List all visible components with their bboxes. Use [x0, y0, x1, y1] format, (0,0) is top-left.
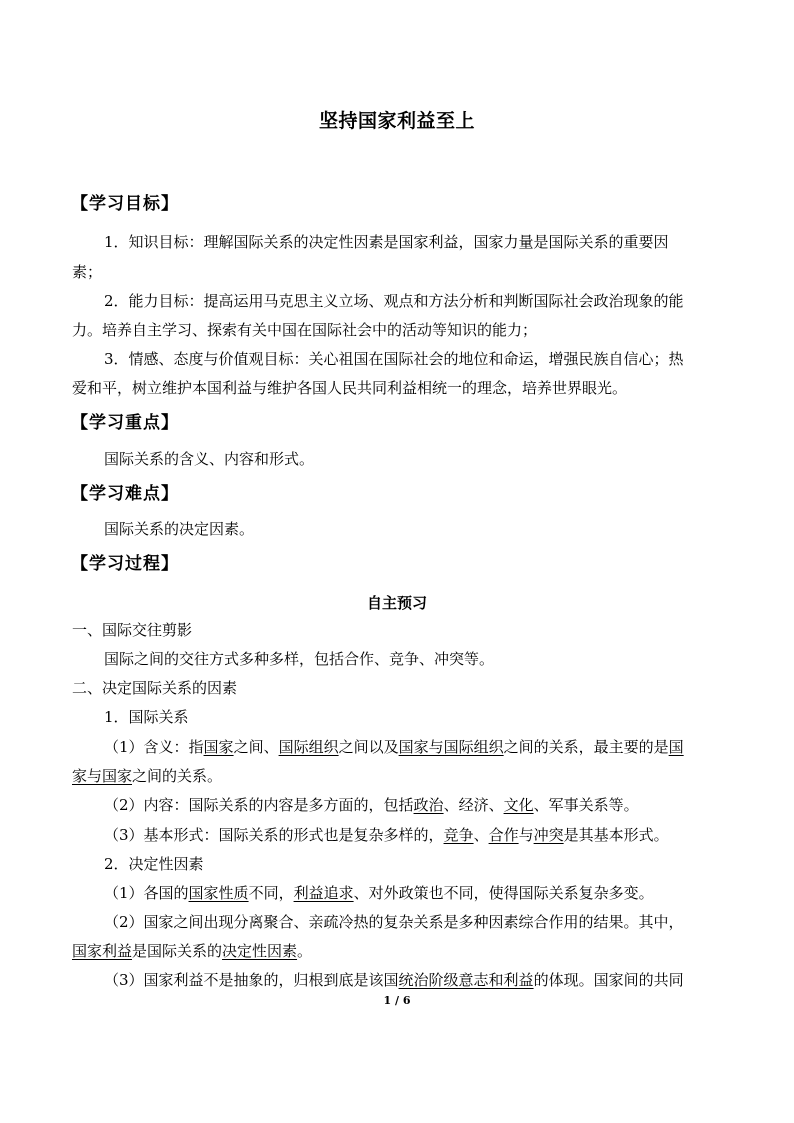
text-run: （2）内容：国际关系的内容是多方面的，包括 — [104, 796, 414, 814]
text-run: （1）各国的 — [104, 884, 189, 902]
text-run: 之间的关系，最主要的是 — [503, 738, 669, 756]
page-number: 1 / 6 — [383, 994, 411, 1007]
answer-underline: 决定性因素 — [222, 942, 298, 960]
answer-underline: 家与国家 — [72, 767, 133, 785]
answer-underline: 冲突 — [533, 826, 564, 844]
objective-3-line-2: 爱和平，树立维护本国利益与维护各国人民共同利益相统一的理念，培养世界眼光。 — [72, 379, 628, 397]
answer-underline: 国际组织 — [278, 738, 339, 756]
answer-underline: 统治阶级意志和利益 — [398, 971, 534, 989]
part-2-title: 二、决定国际关系的因素 — [72, 679, 238, 697]
part-1-title: 一、国际交往剪影 — [72, 621, 193, 639]
text-run: 是其基本形式。 — [563, 826, 669, 844]
answer-underline: 国家与国际组织 — [398, 738, 504, 756]
text-run: 之间的关系。 — [132, 767, 223, 785]
text-run: 、 — [473, 826, 489, 844]
text-run: 之间以及 — [338, 738, 399, 756]
answer-underline: 国家性质 — [188, 884, 249, 902]
definition-line-1 — [104, 737, 684, 757]
text-run: （1）含义：指 — [104, 738, 204, 756]
subsection-decisive-factors: 2．决定性因素 — [104, 855, 204, 873]
text-run: 不同， — [248, 884, 294, 902]
definition-line-2 — [72, 766, 222, 786]
factor-3-line-1 — [104, 970, 684, 990]
objectives-heading: 【学习目标】 — [71, 194, 179, 214]
text-run: 的体现。国家间的共同 — [533, 971, 684, 989]
part-1-text: 国际之间的交往方式多种多样，包括合作、竞争、冲突等。 — [104, 650, 495, 668]
text-run: 、军事关系等。 — [533, 796, 639, 814]
factor-2-line-1: （2）国家之间出现分离聚合、亲疏冷热的复杂关系是多种因素综合作用的结果。其中， — [104, 913, 684, 931]
difficulties-heading: 【学习难点】 — [71, 484, 179, 504]
answer-underline: 利益追求 — [293, 884, 354, 902]
answer-underline: 国家 — [203, 738, 234, 756]
text-run: 之间、 — [233, 738, 279, 756]
text-run: （3）基本形式：国际关系的形式也是复杂多样的， — [104, 826, 444, 844]
objective-1-line-1: 1．知识目标：理解国际关系的决定性因素是国家利益，国家力量是国际关系的重要因 — [104, 233, 669, 251]
answer-underline: 合作 — [488, 826, 519, 844]
self-study-subheading: 自主预习 — [366, 594, 427, 612]
content-line — [104, 795, 639, 815]
text-run: 、经济、 — [443, 796, 504, 814]
answer-underline: 文化 — [503, 796, 534, 814]
answer-underline: 国家利益 — [72, 942, 133, 960]
document-title: 坚持国家利益至上 — [318, 110, 475, 132]
objective-3-line-1: 3．情感、态度与价值观目标：关心祖国在国际社会的地位和命运，增强民族自信心；热 — [104, 350, 684, 368]
process-heading: 【学习过程】 — [71, 554, 179, 574]
text-run: 是国际关系的 — [132, 942, 223, 960]
subsection-international-relations: 1．国际关系 — [104, 708, 189, 726]
difficulties-text: 国际关系的决定因素。 — [104, 520, 255, 538]
answer-underline: 竞争 — [443, 826, 474, 844]
key-points-heading: 【学习重点】 — [71, 413, 179, 433]
objective-1-line-2: 素； — [72, 263, 103, 281]
key-points-text: 国际关系的含义、内容和形式。 — [104, 450, 315, 468]
objective-2-line-2: 力。培养自主学习、探索有关中国在国际社会中的活动等知识的能力； — [72, 321, 538, 339]
text-run: 、对外政策也不同，使得国际关系复杂多变。 — [353, 884, 654, 902]
answer-underline: 政治 — [413, 796, 444, 814]
objective-2-line-1: 2．能力目标：提高运用马克思主义立场、观点和方法分析和判断国际社会政治现象的能 — [104, 292, 684, 310]
factor-1-line — [104, 883, 654, 903]
text-run: （3）国家利益不是抽象的，归根到底是该国 — [104, 971, 399, 989]
forms-line — [104, 825, 669, 845]
text-run: 。 — [297, 942, 313, 960]
text-run: 与 — [518, 826, 534, 844]
answer-underline: 国 — [668, 738, 684, 756]
factor-2-line-2 — [72, 941, 312, 961]
